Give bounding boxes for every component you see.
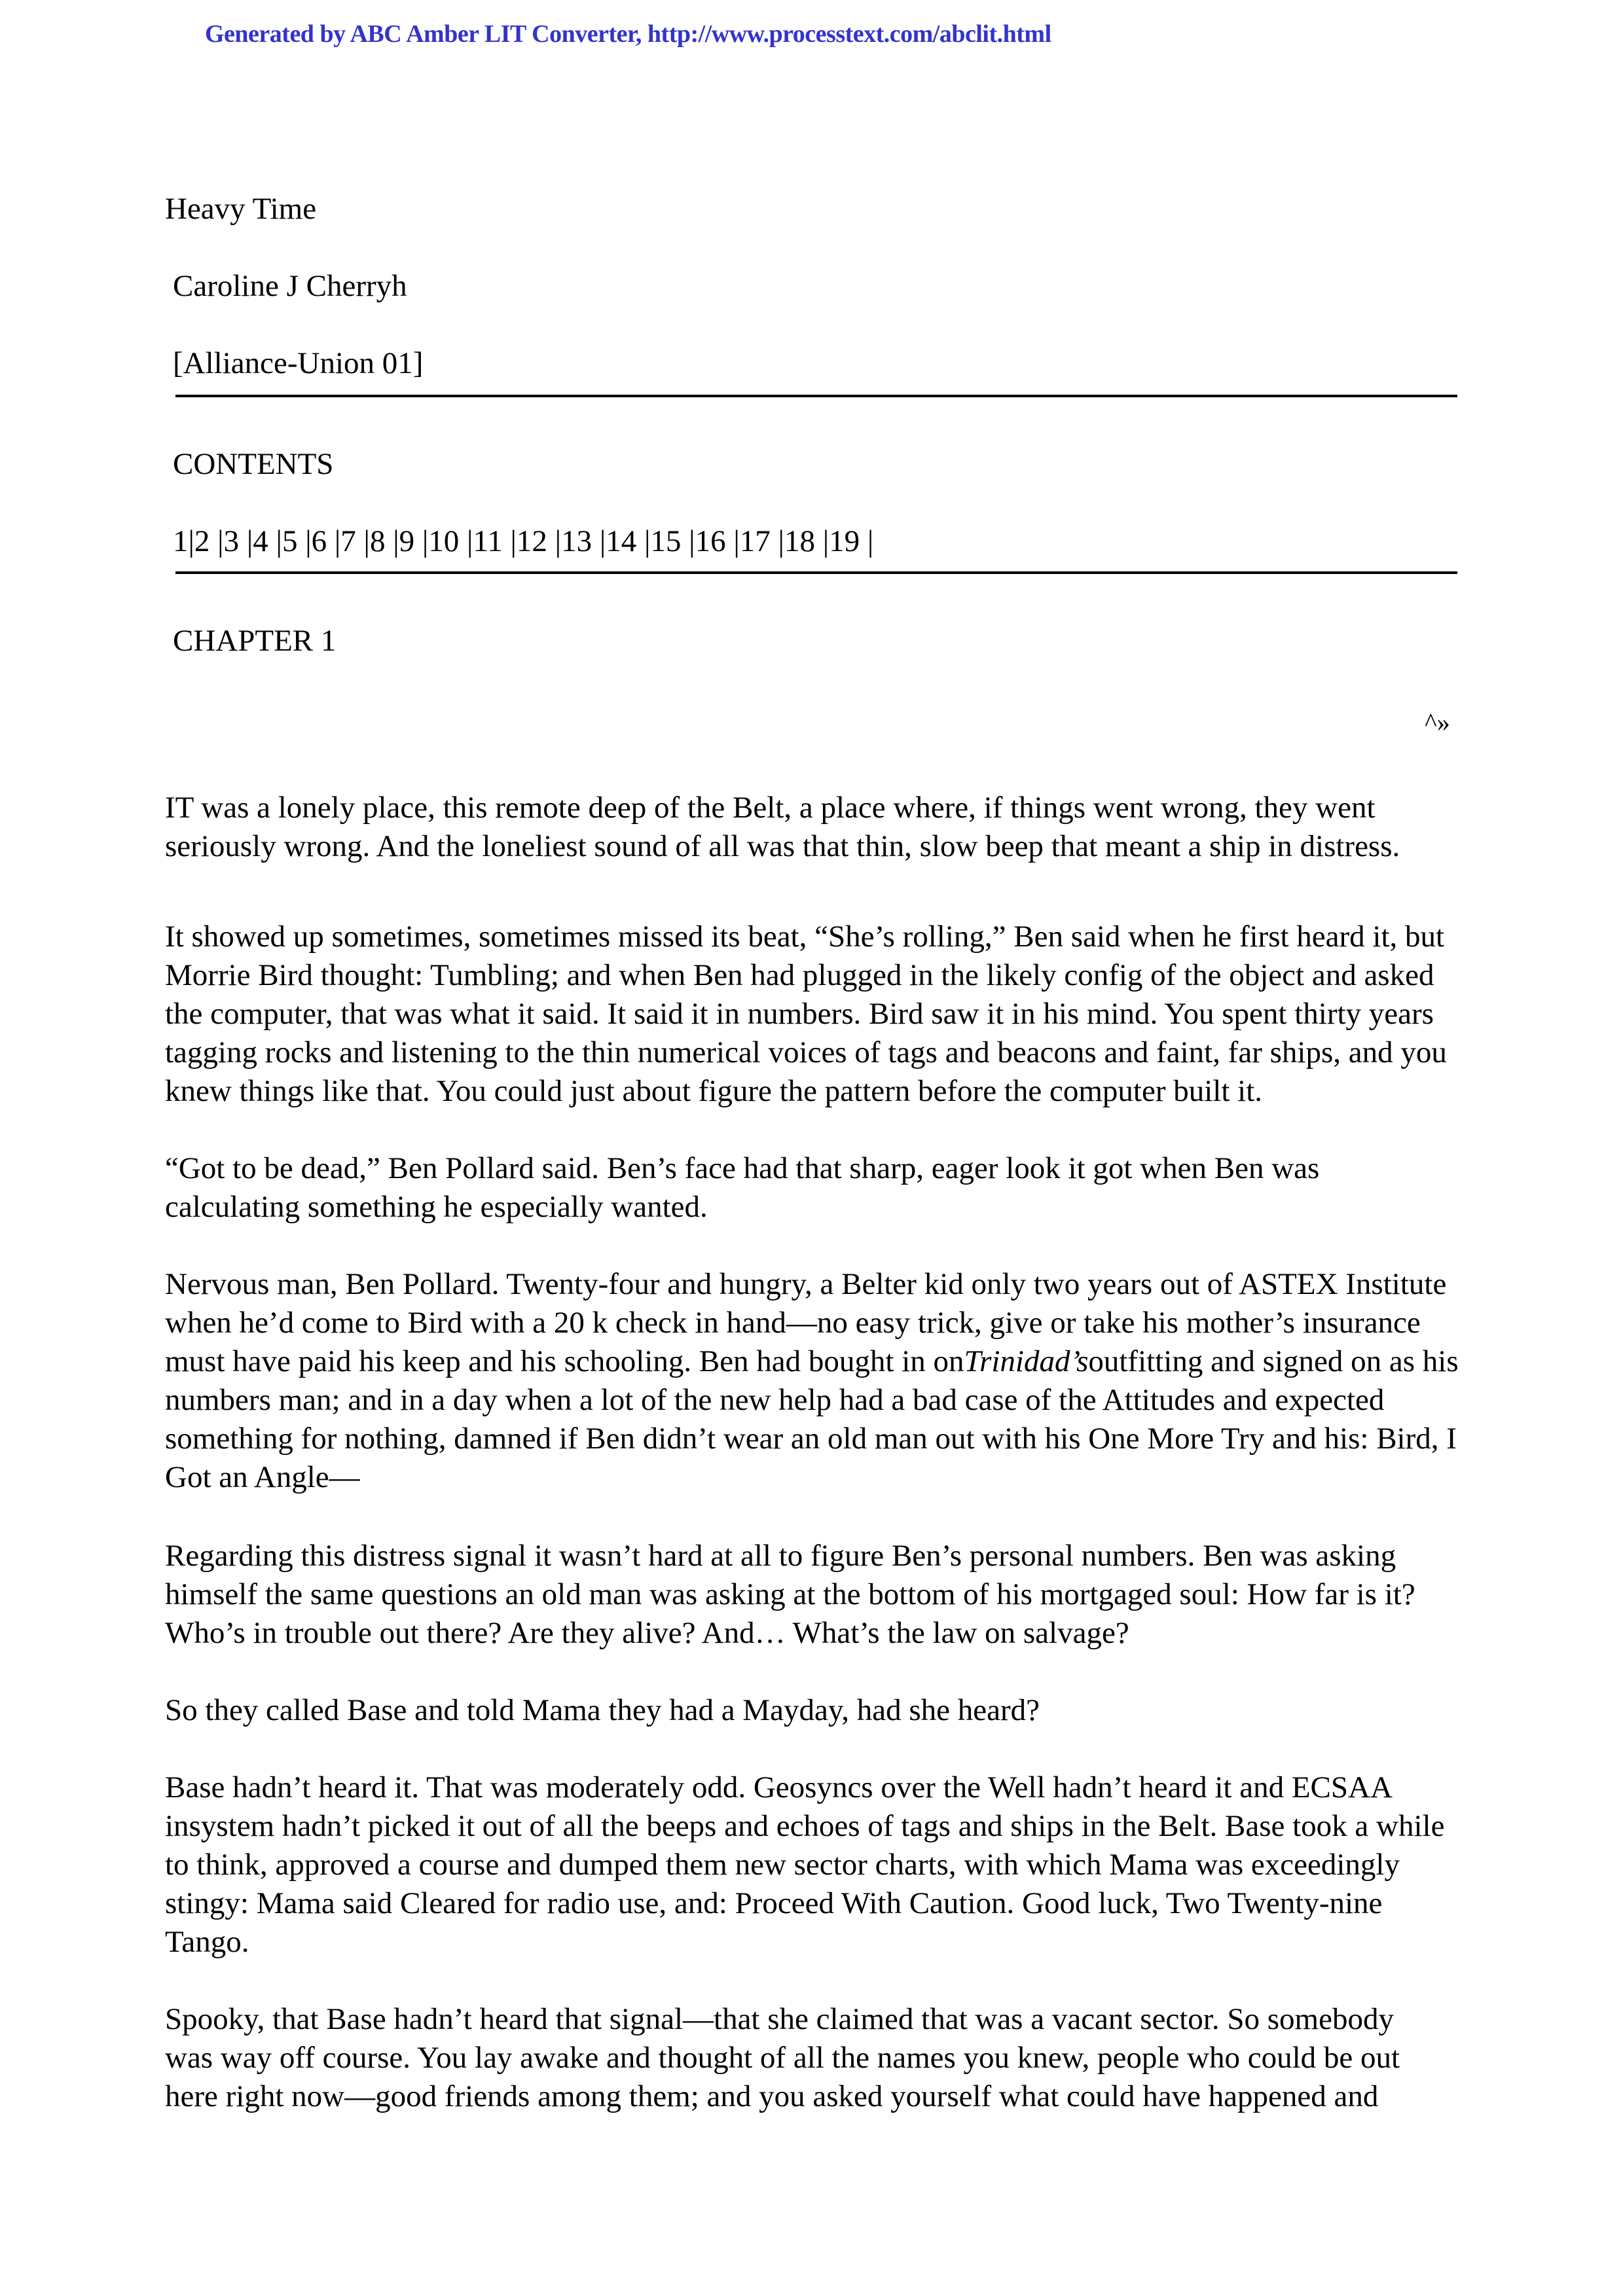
paragraph-line: It showed up sometimes, sometimes missed its beat, “She’s rolling,” Ben said when he first heard it, but xyxy=(165,920,1445,954)
paragraph-line: Tango. xyxy=(165,1925,249,1959)
paragraph-line: insystem hadn’t picked it out of all the beeps and echoes of tags and ships in the Belt. Base took a while xyxy=(165,1809,1445,1843)
toc-chapter-link[interactable]: 4 xyxy=(253,524,268,558)
book-series: [Alliance-Union 01] xyxy=(173,346,424,380)
converter-banner xyxy=(205,20,1051,48)
paragraph-line: seriously wrong. And the loneliest sound of all was that thin, slow beep that meant a ship in distress. xyxy=(165,829,1400,863)
paragraph-line: knew things like that. You could just about figure the pattern before the computer built it. xyxy=(165,1074,1263,1108)
paragraph-line: Spooky, that Base hadn’t heard that signal—that she claimed that was a vacant sector. So somebody xyxy=(165,2002,1394,2036)
paragraph-line: to think, approved a course and dumped them new sector charts, with which Mama was exceedingly xyxy=(165,1848,1400,1882)
divider-bottom xyxy=(175,571,1457,574)
paragraph-line: himself the same questions an old man was asking at the bottom of his mortgaged soul: How far is it? xyxy=(165,1577,1415,1611)
paragraph-line: Nervous man, Ben Pollard. Twenty-four and hungry, a Belter kid only two years out of ASTEX Institute xyxy=(165,1267,1447,1301)
paragraph-line: the computer, that was what it said. It said it in numbers. Bird saw it in his mind. You spent thirty years xyxy=(165,997,1434,1031)
paragraph-line: Got an Angle— xyxy=(165,1460,360,1494)
toc-separator: | xyxy=(414,524,429,558)
toc-separator: | xyxy=(459,524,473,558)
banner-url-link[interactable]: http://www.processtext.com/abclit.html xyxy=(647,20,1051,48)
toc-separator: | xyxy=(356,524,370,558)
paragraph-line: was way off course. You lay awake and thought of all the names you knew, people who could be out xyxy=(165,2041,1400,2075)
chapter-nav xyxy=(1425,707,1450,738)
paragraph-line: stingy: Mama said Cleared for radio use, and: Proceed With Caution. Good luck, Two Twenty-nine xyxy=(165,1886,1383,1920)
body-paragraph xyxy=(165,1265,1468,1497)
paragraph-line: IT was a lonely place, this remote deep of the Belt, a place where, if things went wrong, they went xyxy=(165,791,1376,825)
ship-name: Trinidad’s xyxy=(964,1344,1089,1378)
body-paragraph xyxy=(165,2000,1468,2116)
toc-separator: | xyxy=(210,524,224,558)
table-of-contents xyxy=(173,524,873,559)
toc-separator: | xyxy=(681,524,695,558)
toc-chapter-link[interactable]: 8 xyxy=(369,524,386,558)
toc-separator: | xyxy=(268,524,282,558)
toc-separator: | xyxy=(188,524,194,558)
body-paragraph xyxy=(165,789,1468,866)
toc-separator: | xyxy=(239,524,253,558)
toc-chapter-link[interactable]: 9 xyxy=(399,524,415,558)
body-paragraph xyxy=(165,1537,1468,1653)
toc-separator: | xyxy=(770,524,784,558)
toc-separator: | xyxy=(547,524,562,558)
toc-chapter-link[interactable]: 19 xyxy=(829,524,860,558)
contents-heading: CONTENTS xyxy=(173,447,334,481)
toc-separator: | xyxy=(860,524,874,558)
body-paragraph xyxy=(165,918,1468,1111)
paragraph-line: something for nothing, damned if Ben didn’t wear an old man out with his One More Try and his: Bird, I xyxy=(165,1422,1457,1456)
paragraph-line: must have paid his keep and his schooling. Ben had bought in onTrinidad’soutfitting and signed on as his xyxy=(165,1344,1459,1378)
toc-chapter-link[interactable]: 7 xyxy=(340,524,356,558)
paragraph-line: Base hadn’t heard it. That was moderately odd. Geosyncs over the Well hadn’t heard it and ECSAA xyxy=(165,1770,1393,1804)
nav-next-link[interactable]: » xyxy=(1436,708,1450,737)
toc-chapter-link[interactable]: 16 xyxy=(695,524,726,558)
book-title: Heavy Time xyxy=(165,192,317,226)
toc-chapter-link[interactable]: 1 xyxy=(173,524,189,558)
toc-separator: | xyxy=(297,524,312,558)
toc-chapter-link[interactable]: 18 xyxy=(784,524,815,558)
toc-chapter-link[interactable]: 14 xyxy=(606,524,637,558)
toc-separator: | xyxy=(814,524,830,558)
paragraph-line: numbers man; and in a day when a lot of the new help had a bad case of the Attitudes and expected xyxy=(165,1383,1385,1417)
toc-chapter-link[interactable]: 17 xyxy=(739,524,771,558)
paragraph-line: here right now—good friends among them; and you asked yourself what could have happened and xyxy=(165,2079,1379,2113)
toc-chapter-link[interactable]: 12 xyxy=(516,524,547,558)
toc-separator: | xyxy=(502,524,517,558)
toc-separator: | xyxy=(725,524,740,558)
toc-chapter-link[interactable]: 3 xyxy=(223,524,240,558)
toc-separator: | xyxy=(592,524,606,558)
toc-separator: | xyxy=(636,524,651,558)
book-author: Caroline J Cherryh xyxy=(173,269,407,303)
toc-chapter-link[interactable]: 2 xyxy=(194,524,210,558)
paragraph-line: Who’s in trouble out there? Are they alive? And… What’s the law on salvage? xyxy=(165,1616,1129,1650)
paragraph-line: “Got to be dead,” Ben Pollard said. Ben’s face had that sharp, eager look it got when Ben was xyxy=(165,1151,1320,1185)
toc-chapter-link[interactable]: 11 xyxy=(473,524,503,558)
chapter-heading: CHAPTER 1 xyxy=(173,624,337,658)
body-paragraph xyxy=(165,1691,1468,1730)
paragraph-line: when he’d come to Bird with a 20 k check in hand—no easy trick, give or take his mother’s insurance xyxy=(165,1306,1421,1340)
body-paragraph xyxy=(165,1768,1468,1962)
toc-chapter-link[interactable]: 10 xyxy=(428,524,460,558)
divider-top xyxy=(175,395,1457,397)
paragraph-line: tagging rocks and listening to the thin numerical voices of tags and beacons and faint, far ships, and you xyxy=(165,1035,1447,1069)
toc-chapter-link[interactable]: 15 xyxy=(650,524,682,558)
nav-up-link[interactable]: ^ xyxy=(1425,708,1437,737)
toc-separator: | xyxy=(327,524,341,558)
body-paragraph xyxy=(165,1149,1468,1227)
toc-chapter-link[interactable]: 5 xyxy=(282,524,298,558)
toc-chapter-link[interactable]: 13 xyxy=(561,524,593,558)
paragraph-line: Morrie Bird thought: Tumbling; and when Ben had plugged in the likely config of the object and asked xyxy=(165,958,1434,992)
paragraph-line: Regarding this distress signal it wasn’t hard at all to figure Ben’s personal numbers. Ben was asking xyxy=(165,1539,1396,1573)
toc-separator: | xyxy=(385,524,399,558)
toc-chapter-link[interactable]: 6 xyxy=(311,524,327,558)
banner-prefix: Generated by ABC Amber LIT Converter, xyxy=(205,20,647,48)
paragraph-line: calculating something he especially wanted. xyxy=(165,1190,708,1224)
paragraph-line: So they called Base and told Mama they had a Mayday, had she heard? xyxy=(165,1693,1040,1727)
